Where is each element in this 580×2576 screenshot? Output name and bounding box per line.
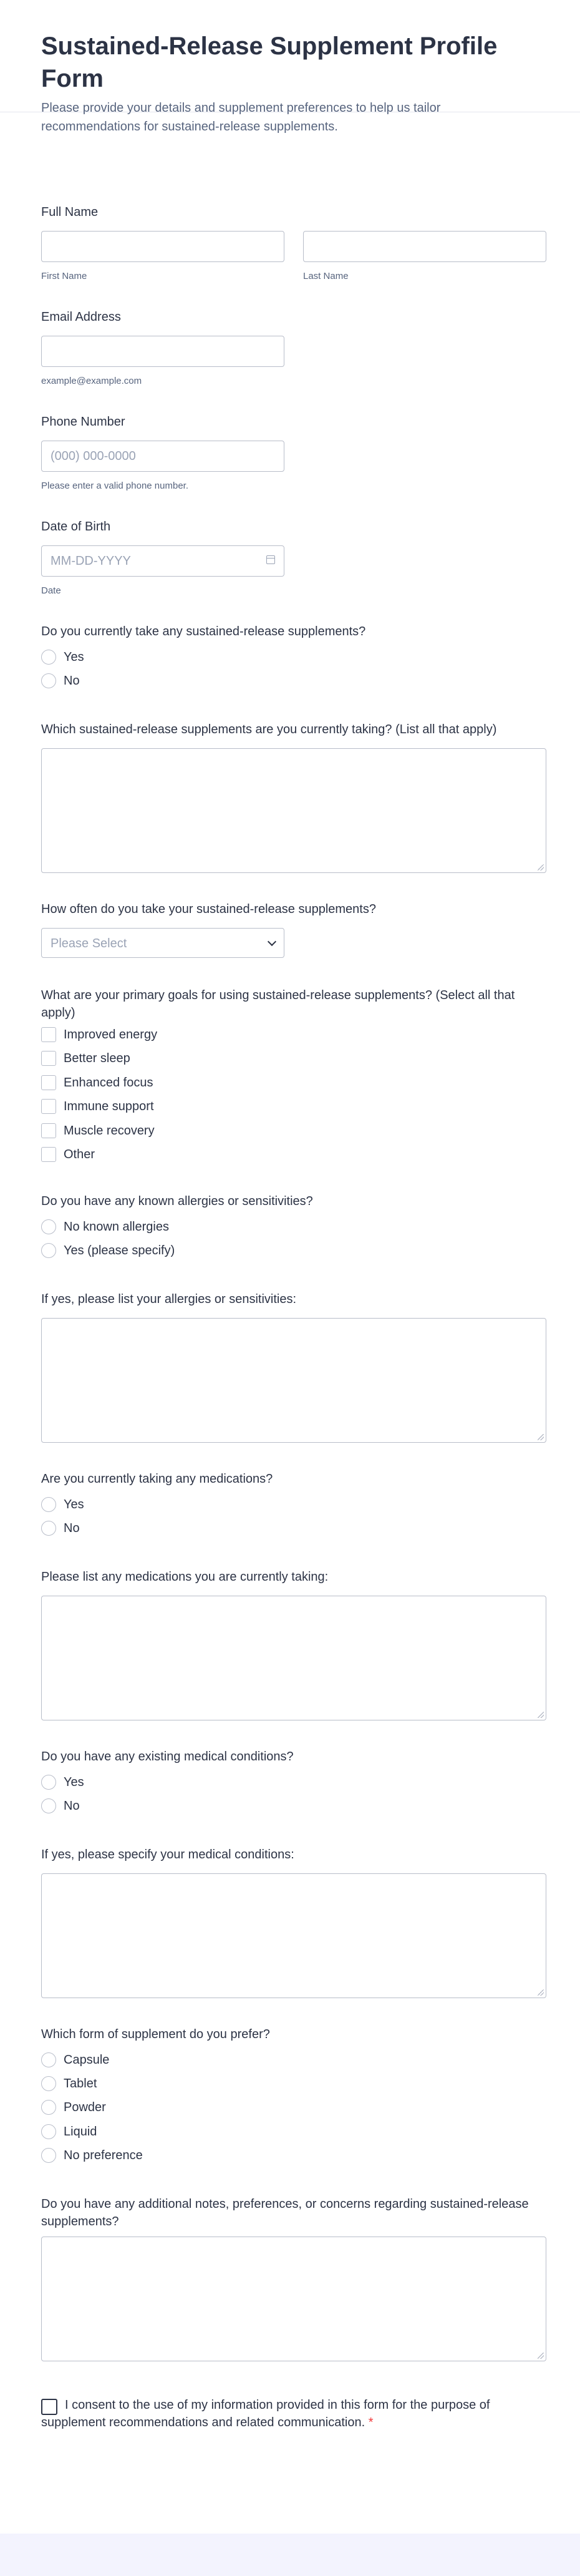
allergies-list-label: If yes, please list your allergies or sensitivities: xyxy=(41,1292,297,1306)
option-label: No known allergies xyxy=(64,1219,169,1234)
conditions-list-field xyxy=(41,1846,546,2002)
taking-supplements-field xyxy=(41,623,546,691)
radio-button[interactable] xyxy=(41,2076,56,2091)
option-label: Improved energy xyxy=(64,1027,158,1042)
conditions-list-textarea[interactable] xyxy=(41,1873,546,1998)
dob-label: Date of Birth xyxy=(41,520,111,534)
notes-label: Do you have any additional notes, preferences, or concerns regarding sustained-release supplements? xyxy=(41,2197,529,2228)
frequency-select[interactable] xyxy=(41,928,284,958)
last-name-input[interactable] xyxy=(303,231,546,262)
goal-option[interactable] xyxy=(41,1073,153,1092)
option-label: Other xyxy=(64,1147,95,1161)
form-option[interactable] xyxy=(41,2051,109,2069)
checkbox[interactable] xyxy=(41,1027,56,1042)
goal-option[interactable] xyxy=(41,1121,155,1140)
frequency-field xyxy=(41,900,546,963)
phone-field xyxy=(41,413,546,494)
notes-textarea[interactable] xyxy=(41,2237,546,2361)
email-input[interactable] xyxy=(41,336,284,367)
last-name-sublabel: Last Name xyxy=(303,271,349,281)
resize-grip-icon[interactable] xyxy=(538,1434,544,1440)
checkbox[interactable] xyxy=(41,1075,56,1090)
required-mark: * xyxy=(368,2416,374,2429)
option-label: Yes xyxy=(64,1497,84,1511)
option-label: Powder xyxy=(64,2100,106,2114)
notes-field xyxy=(41,2195,546,2364)
resize-grip-icon[interactable] xyxy=(538,2353,544,2359)
supplement-form-label: Which form of supplement do you prefer? xyxy=(41,2027,270,2041)
which-supplements-textarea[interactable] xyxy=(41,748,546,873)
radio-button[interactable] xyxy=(41,1497,56,1512)
option-label: Yes (please specify) xyxy=(64,1243,175,1257)
email-sublabel: example@example.com xyxy=(41,376,142,386)
form-option[interactable] xyxy=(41,2098,106,2117)
dob-placeholder: MM-DD-YYYY xyxy=(51,554,131,568)
email-label: Email Address xyxy=(41,310,121,324)
goal-option[interactable] xyxy=(41,1049,130,1068)
radio-button[interactable] xyxy=(41,1243,56,1258)
option-label: Muscle recovery xyxy=(64,1123,155,1138)
form-option[interactable] xyxy=(41,2074,97,2093)
form-description: Please provide your details and supplement preferences to help us tailor recommendations for sustained-release supplements. xyxy=(41,101,441,134)
radio-button[interactable] xyxy=(41,2124,56,2139)
taking-option-no[interactable] xyxy=(41,671,80,690)
radio-button[interactable] xyxy=(41,650,56,665)
option-label: No xyxy=(64,673,80,688)
first-name-input[interactable] xyxy=(41,231,284,262)
medications-option-yes[interactable] xyxy=(41,1495,84,1514)
resize-grip-icon[interactable] xyxy=(538,1712,544,1718)
frequency-placeholder: Please Select xyxy=(51,937,127,950)
goals-label: What are your primary goals for using sustained-release supplements? (Select all that apply) xyxy=(41,988,515,1020)
goal-option[interactable] xyxy=(41,1145,95,1164)
radio-button[interactable] xyxy=(41,2148,56,2163)
which-supplements-field xyxy=(41,721,546,877)
dob-sublabel: Date xyxy=(41,585,61,596)
resize-grip-icon[interactable] xyxy=(538,1989,544,1996)
radio-button[interactable] xyxy=(41,673,56,688)
option-label: Better sleep xyxy=(64,1051,130,1065)
radio-button[interactable] xyxy=(41,1775,56,1790)
consent-field xyxy=(41,2396,490,2440)
checkbox[interactable] xyxy=(41,1147,56,1162)
option-label: Enhanced focus xyxy=(64,1075,153,1090)
phone-input[interactable]: (000) 000-0000 xyxy=(41,441,284,472)
conditions-list-label: If yes, please specify your medical conditions: xyxy=(41,1848,294,1861)
supplement-form-field xyxy=(41,2026,546,2169)
allergies-list-textarea[interactable] xyxy=(41,1318,546,1443)
radio-button[interactable] xyxy=(41,2052,56,2067)
option-label: No preference xyxy=(64,2148,143,2162)
option-label: Tablet xyxy=(64,2076,97,2091)
radio-button[interactable] xyxy=(41,1219,56,1234)
taking-option-yes[interactable] xyxy=(41,648,84,666)
medications-list-field xyxy=(41,1568,546,1724)
goal-option[interactable] xyxy=(41,1025,157,1044)
radio-button[interactable] xyxy=(41,1798,56,1813)
resize-grip-icon[interactable] xyxy=(538,864,544,871)
checkbox[interactable] xyxy=(41,1051,56,1066)
conditions-option-no[interactable] xyxy=(41,1797,80,1815)
checkbox[interactable] xyxy=(41,1123,56,1138)
consent-label: I consent to the use of my information provided in this form for the purpose of supplement recommendations and related communication. xyxy=(41,2398,490,2429)
form-header xyxy=(0,0,580,134)
goal-option[interactable] xyxy=(41,1097,154,1116)
first-name-sublabel: First Name xyxy=(41,271,87,281)
phone-label: Phone Number xyxy=(41,415,125,429)
which-supplements-label: Which sustained-release supplements are you currently taking? (List all that apply) xyxy=(41,723,497,736)
full-name-label: Full Name xyxy=(41,205,99,219)
taking-supplements-label: Do you currently take any sustained-release supplements? xyxy=(41,625,366,638)
option-label: Liquid xyxy=(64,2124,97,2139)
conditions-field xyxy=(41,1748,546,1817)
radio-button[interactable] xyxy=(41,2100,56,2115)
phone-sublabel: Please enter a valid phone number. xyxy=(41,481,188,491)
allergies-field xyxy=(41,1193,546,1261)
email-field xyxy=(41,308,546,389)
option-label: Yes xyxy=(64,1775,84,1789)
dob-input[interactable] xyxy=(41,545,284,577)
chevron-down-icon xyxy=(268,937,276,946)
calendar-icon[interactable] xyxy=(266,555,275,564)
medications-label: Are you currently taking any medications? xyxy=(41,1472,273,1486)
goals-field xyxy=(41,987,546,1168)
option-label: Capsule xyxy=(64,2052,110,2067)
allergies-list-field xyxy=(41,1290,546,1447)
form-option[interactable] xyxy=(41,2146,143,2165)
consent-checkbox[interactable] xyxy=(41,2399,57,2415)
dob-field xyxy=(41,518,546,599)
consent-text xyxy=(41,2396,490,2431)
frequency-label: How often do you take your sustained-release supplements? xyxy=(41,902,376,916)
allergies-label: Do you have any known allergies or sensitivities? xyxy=(41,1194,313,1208)
allergies-option[interactable] xyxy=(41,1241,175,1260)
option-label: Yes xyxy=(64,650,84,664)
radio-button[interactable] xyxy=(41,1521,56,1536)
allergies-option[interactable] xyxy=(41,1217,169,1236)
medications-option-no[interactable] xyxy=(41,1519,80,1538)
medications-list-textarea[interactable] xyxy=(41,1596,546,1720)
full-name-field xyxy=(41,203,546,285)
medications-field xyxy=(41,1470,546,1539)
form-title: Sustained-Release Supplement Profile Form xyxy=(41,32,498,92)
conditions-label: Do you have any existing medical conditions? xyxy=(41,1750,294,1764)
conditions-option-yes[interactable] xyxy=(41,1773,84,1792)
checkbox[interactable] xyxy=(41,1099,56,1114)
option-label: No xyxy=(64,1798,80,1813)
medications-list-label: Please list any medications you are currently taking: xyxy=(41,1570,329,1584)
option-label: No xyxy=(64,1521,80,1535)
option-label: Immune support xyxy=(64,1099,154,1113)
form-option[interactable] xyxy=(41,2122,97,2141)
